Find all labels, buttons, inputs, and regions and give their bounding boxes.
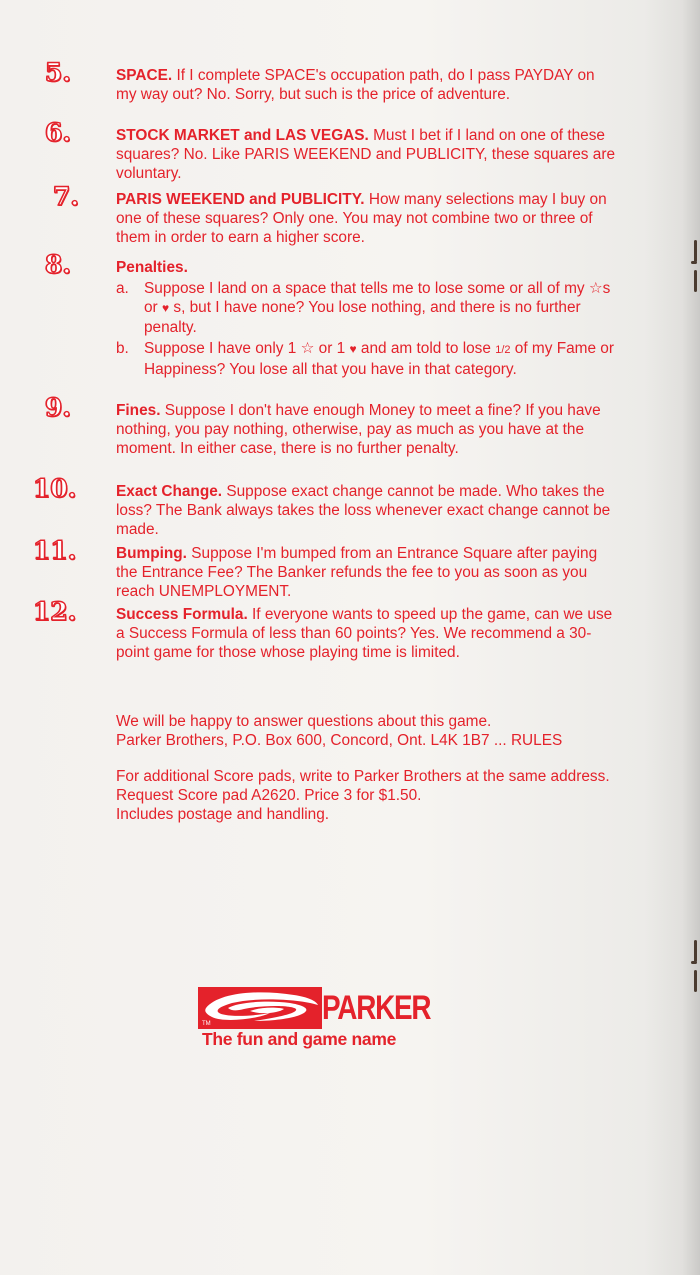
- penalty-a: [116, 279, 616, 338]
- contact-address: Parker Brothers, P.O. Box 600, Concord, Ont. L4K 1B7 ... RULES: [116, 732, 563, 750]
- staple-bottom: [690, 940, 698, 995]
- heart-icon: ♥: [161, 301, 170, 316]
- contact-paragraph: [116, 712, 636, 750]
- rule-text: [116, 605, 616, 663]
- rule-number: 10.: [33, 474, 77, 503]
- penalty-a-text: Suppose I land on a space that tells me to lose some or all of my ☆s or ♥ s, but I have none? You lose nothing, and there is no further penalty.: [144, 280, 611, 337]
- penalty-b-label: b.: [116, 340, 129, 357]
- rule-number: 7.: [53, 182, 80, 211]
- scorepad-line-2: Request Score pad A2620. Price 3 for $1.50.: [116, 787, 422, 805]
- logo-tagline: The fun and game name: [202, 1029, 397, 1049]
- rule-title: STOCK MARKET and LAS VEGAS.: [116, 127, 369, 144]
- swirl-logo-icon: [198, 987, 322, 1029]
- rule-body: If everyone wants to speed up the game, can we use a Success Formula of less than 60 points? Yes. We recommend a 30-point game for those whose playing time is limited.: [116, 606, 613, 662]
- rule-body: If I complete SPACE's occupation path, do I pass PAYDAY on my way out? No. Sorry, but such is the price of adventure.: [116, 67, 595, 104]
- star-icon: ☆: [300, 340, 315, 357]
- parker-logo: [196, 985, 466, 1055]
- rule-number: 12.: [33, 597, 77, 626]
- rule-body: Must I bet if I land on one of these squares? No. Like PARIS WEEKEND and PUBLICITY, these squares are voluntary.: [116, 127, 615, 183]
- penalty-b: [116, 339, 616, 379]
- rule-text: [116, 482, 616, 540]
- rule-title: SPACE.: [116, 67, 173, 84]
- rule-text: [116, 401, 616, 459]
- penalty-a-label: a.: [116, 280, 129, 297]
- rule-text: [116, 190, 616, 248]
- rule-body: Suppose I'm bumped from an Entrance Square after paying the Entrance Fee? The Banker refunds the fee to you as soon as you reach UNEMPLOYMENT.: [116, 545, 598, 601]
- rule-body: How many selections may I buy on one of these squares? Only one. You may not combine two or three of them in order to earn a higher score.: [116, 191, 607, 247]
- rule-title: Bumping.: [116, 545, 187, 562]
- rule-text: [116, 126, 616, 184]
- heart-icon: ♥: [349, 342, 357, 356]
- scorepad-paragraph: [116, 767, 636, 825]
- rule-text: [116, 544, 616, 602]
- fraction: 1/2: [495, 344, 511, 356]
- rule-title: Success Formula.: [116, 606, 248, 623]
- rule-number: 8.: [45, 250, 72, 279]
- staple-top: [690, 240, 698, 295]
- contact-line-1: We will be happy to answer questions about this game.: [116, 713, 492, 730]
- rule-text: [116, 258, 616, 277]
- star-icon: ☆: [588, 280, 603, 297]
- rule-title: Penalties.: [116, 259, 188, 276]
- rule-text: [116, 66, 616, 104]
- rule-title: Fines.: [116, 402, 161, 419]
- scorepad-line-1: For additional Score pads, write to Parker Brothers at the same address.: [116, 768, 610, 785]
- page-edge-shadow: [682, 0, 700, 1275]
- scorepad-line-3: Includes postage and handling.: [116, 806, 330, 824]
- trademark: TM: [202, 1021, 211, 1027]
- rule-number: 9.: [45, 393, 72, 422]
- rule-body: Suppose exact change cannot be made. Who takes the loss? The Bank always takes the loss whenever exact change cannot be made.: [116, 483, 611, 539]
- penalty-b-text: Suppose I have only 1 ☆ or 1 ♥ and am told to lose 1/2 of my Fame or Happiness? You lose all that you have in that category.: [144, 340, 614, 379]
- rule-title: PARIS WEEKEND and PUBLICITY.: [116, 191, 365, 208]
- parker-wordmark: PARKER: [322, 989, 431, 1027]
- rule-title: Exact Change.: [116, 483, 223, 500]
- rule-number: 5.: [45, 58, 72, 87]
- rule-number: 6.: [45, 118, 72, 147]
- rule-number: 11.: [33, 536, 77, 565]
- rule-body: Suppose I don't have enough Money to meet a fine? If you have nothing, you pay nothing, otherwise, pay as much as you have at the moment. In either case, there is no further penalty.: [116, 402, 601, 458]
